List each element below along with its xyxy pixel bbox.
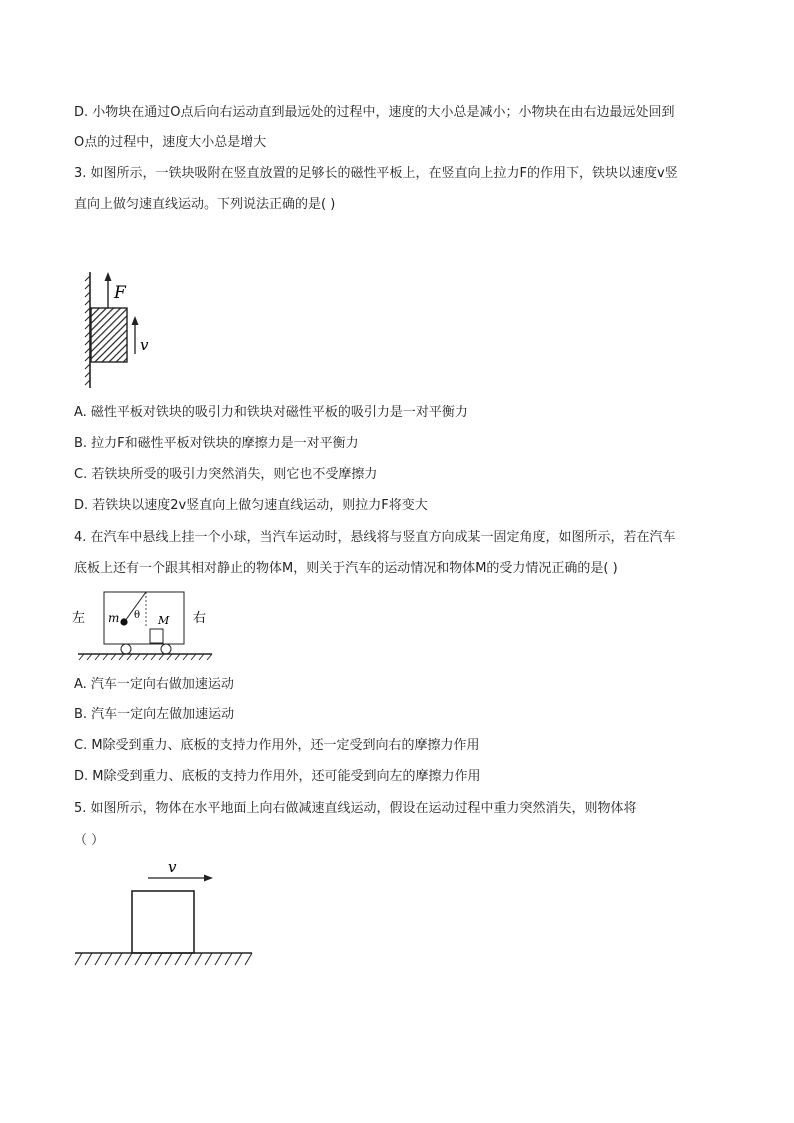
q3-option-c: C. 若铁块所受的吸引力突然消失，则它也不受摩擦力 xyxy=(74,467,378,482)
q5-figure-block xyxy=(70,855,270,975)
block xyxy=(132,891,194,953)
velocity-label: v xyxy=(168,858,177,876)
velocity-label: v xyxy=(140,336,149,354)
q4-figure-car xyxy=(70,588,220,666)
block-label: M xyxy=(158,614,170,627)
q3-stem-line1: 3. 如图所示，一铁块吸附在竖直放置的足够长的磁性平板上，在竖直向上拉力F的作用下，铁块以速度v竖 xyxy=(74,166,678,181)
q3-stem-line2: 直向上做匀速直线运动。下列说法正确的是( ) xyxy=(74,197,336,212)
velocity-arrow-icon xyxy=(204,875,213,882)
ball-label: m xyxy=(108,611,120,625)
q2-option-d-line1: D. 小物块在通过O点后向右运动直到最远处的过程中，速度的大小总是减小；小物块在由右边最远处回到 xyxy=(74,105,675,120)
q2-option-d-line2: O点的过程中，速度大小总是增大 xyxy=(74,135,267,150)
q4-stem-line2: 底板上还有一个跟其相对静止的物体M，则关于汽车的运动情况和物体M的受力情况正确的是( ) xyxy=(74,561,618,576)
block-m xyxy=(150,629,163,643)
q5-stem-line1: 5. 如图所示，物体在水平地面上向右做减速直线运动，假设在运动过程中重力突然消失，则物体将 xyxy=(74,801,637,816)
q3-option-d: D. 若铁块以速度2v竖直向上做匀速直线运动，则拉力F将变大 xyxy=(74,498,428,513)
q4-option-d: D. M除受到重力、底板的支持力作用外，还可能受到向左的摩擦力作用 xyxy=(74,769,481,784)
pendulum-ball xyxy=(120,618,127,625)
force-arrow-icon xyxy=(105,272,112,281)
right-label: 右 xyxy=(193,611,207,626)
force-label: F xyxy=(114,283,126,303)
q4-stem-line1: 4. 在汽车中悬线上挂一个小球，当汽车运动时，悬线将与竖直方向成某一固定角度，如图所示，若在汽车 xyxy=(74,530,676,545)
wheel-left xyxy=(121,644,131,654)
q4-option-c: C. M除受到重力、底板的支持力作用外，还一定受到向右的摩擦力作用 xyxy=(74,738,480,753)
angle-label: θ xyxy=(134,610,141,621)
iron-block xyxy=(91,308,127,362)
left-label: 左 xyxy=(72,611,86,626)
ground-hatch xyxy=(79,654,212,660)
q4-option-b: B. 汽车一定向左做加速运动 xyxy=(74,707,235,722)
wheel-right xyxy=(161,644,171,654)
q5-stem-line2: （ ） xyxy=(74,833,105,848)
q3-option-a: A. 磁性平板对铁块的吸引力和铁块对磁性平板的吸引力是一对平衡力 xyxy=(74,405,468,420)
q3-option-b: B. 拉力F和磁性平板对铁块的摩擦力是一对平衡力 xyxy=(74,436,359,451)
q4-option-a: A. 汽车一定向右做加速运动 xyxy=(74,677,234,692)
velocity-arrow-icon xyxy=(132,316,139,325)
q3-figure-iron-block xyxy=(80,270,160,392)
ground-hatch xyxy=(75,953,252,965)
